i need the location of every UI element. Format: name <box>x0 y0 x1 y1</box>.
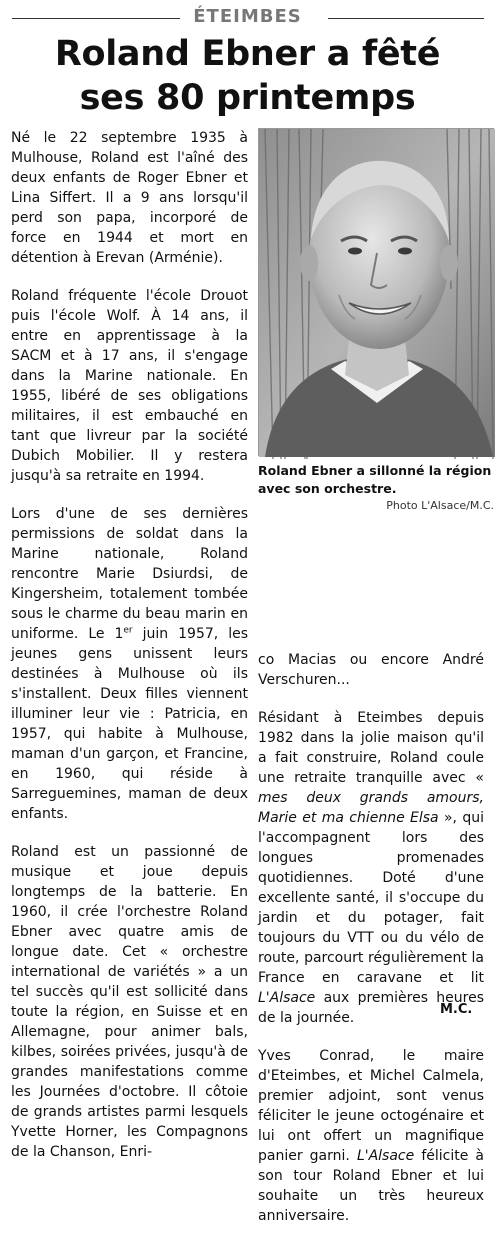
ordinal-superscript: er <box>123 625 133 636</box>
quote-family: mes deux grands amours, Marie et ma chienne Elsa <box>258 790 484 826</box>
headline-line-1: Roland Ebner a fêté <box>54 34 441 74</box>
photo-caption-area <box>258 462 494 512</box>
portrait-illustration <box>259 129 495 457</box>
section-name: ÉTEIMBES <box>193 6 302 27</box>
section-header <box>0 6 495 30</box>
paragraph-retirement-part-1: Résidant à Eteimbes depuis 1982 dans la jolie maison qu'il a fait construire, Roland coule une retraite tranquille avec « <box>258 710 484 786</box>
paragraph-congratulations <box>258 1046 484 1226</box>
headline-line-2: ses 80 printemps <box>79 78 416 118</box>
paragraph-retirement-part-2: », qui l'accompagnent lors des longues promenades quotidiennes. Doté d'une excellente santé, il s'occupe du jardin et du potager, fait toujours du VTT ou du vélo de route, parcourt régulièrement la France en caravane et lit <box>258 810 484 986</box>
paragraph-retirement-part-3: aux premières heures de la journée. <box>258 990 484 1026</box>
section-rule-right <box>328 18 484 19</box>
paragraph-music-continued: co Macias ou encore André Verschuren... <box>258 652 484 688</box>
paragraph-congratulations-part-2: félicite à son tour Roland Ebner et lui souhaite un très heureux anniversaire. <box>258 1148 484 1224</box>
paragraph-marriage-part-2: juin 1957, les jeunes gens unissent leurs destinées à Mulhouse où ils s'installent. Deux filles viennent illuminer leur vie : Patricia, en 1957, qui habite à Mulhouse, maman d'un garçon, et Francine, en 1960, qui réside à Sarreguemines, maman de deux enfants. <box>11 626 248 822</box>
paragraph-congratulations-part-1: Yves Conrad, le maire d'Eteimbes, et Michel Calmela, premier adjoint, sont venus féliciter le jeune octogénaire et lui ont offert un magnifique panier garni. <box>258 1048 484 1164</box>
paragraph-marriage <box>11 504 248 824</box>
headline <box>0 32 495 120</box>
article-column-left <box>11 128 248 1180</box>
paragraph-retirement <box>258 708 484 1028</box>
newspaper-name: L'Alsace <box>258 990 316 1006</box>
paragraph-birth: Né le 22 septembre 1935 à Mulhouse, Roland est l'aîné des deux enfants de Roger Ebner et Lina Siffert. Il a 9 ans lorsqu'il perd son papa, incorporé de force en 1944 et mort en détention à Erevan (Arménie). <box>11 130 248 266</box>
portrait-photo <box>258 128 494 456</box>
article-column-right <box>258 650 484 1244</box>
author-signature: M.C. <box>440 1002 473 1017</box>
paragraph-music: Roland est un passionné de musique et joue depuis longtemps de la batterie. En 1960, il crée l'orchestre Roland Ebner avec quatre amis de longue date. Cet « orchestre international de variétés » a un tel succès qu'il est sollicité dans toute la région, en Suisse et en Allemagne, pour animer bals, kilbes, soirées privées, jusqu'à de grandes manifestations comme les Journées d'octobre. Il côtoie de grands artistes parmi lesquels Yvette Horner, les Compagnons de la Chanson, Enri- <box>11 844 248 1160</box>
paragraph-marriage-part-1: Lors d'une de ses dernières permissions de soldat dans la Marine nationale, Roland rencontre Marie Dsiurdsi, de Kingersheim, totalement tombée sous le charme du beau marin en uniforme. Le 1 <box>11 506 248 642</box>
photo-credit: Photo L'Alsace/M.C. <box>386 499 494 512</box>
paragraph-career: Roland fréquente l'école Drouot puis l'école Wolf. À 14 ans, il entre en apprentissage à la SACM et à 17 ans, il s'engage dans la Marine nationale. En 1955, libéré de ses obligations militaires, il est embauché en tant que livreur par la société Dubich Mobilier. Il y restera jusqu'à sa retraite en 1994. <box>11 288 248 484</box>
photo-caption: Roland Ebner a sillonné la région avec son orchestre. <box>258 463 492 496</box>
newspaper-name-2: L'Alsace <box>356 1148 415 1164</box>
